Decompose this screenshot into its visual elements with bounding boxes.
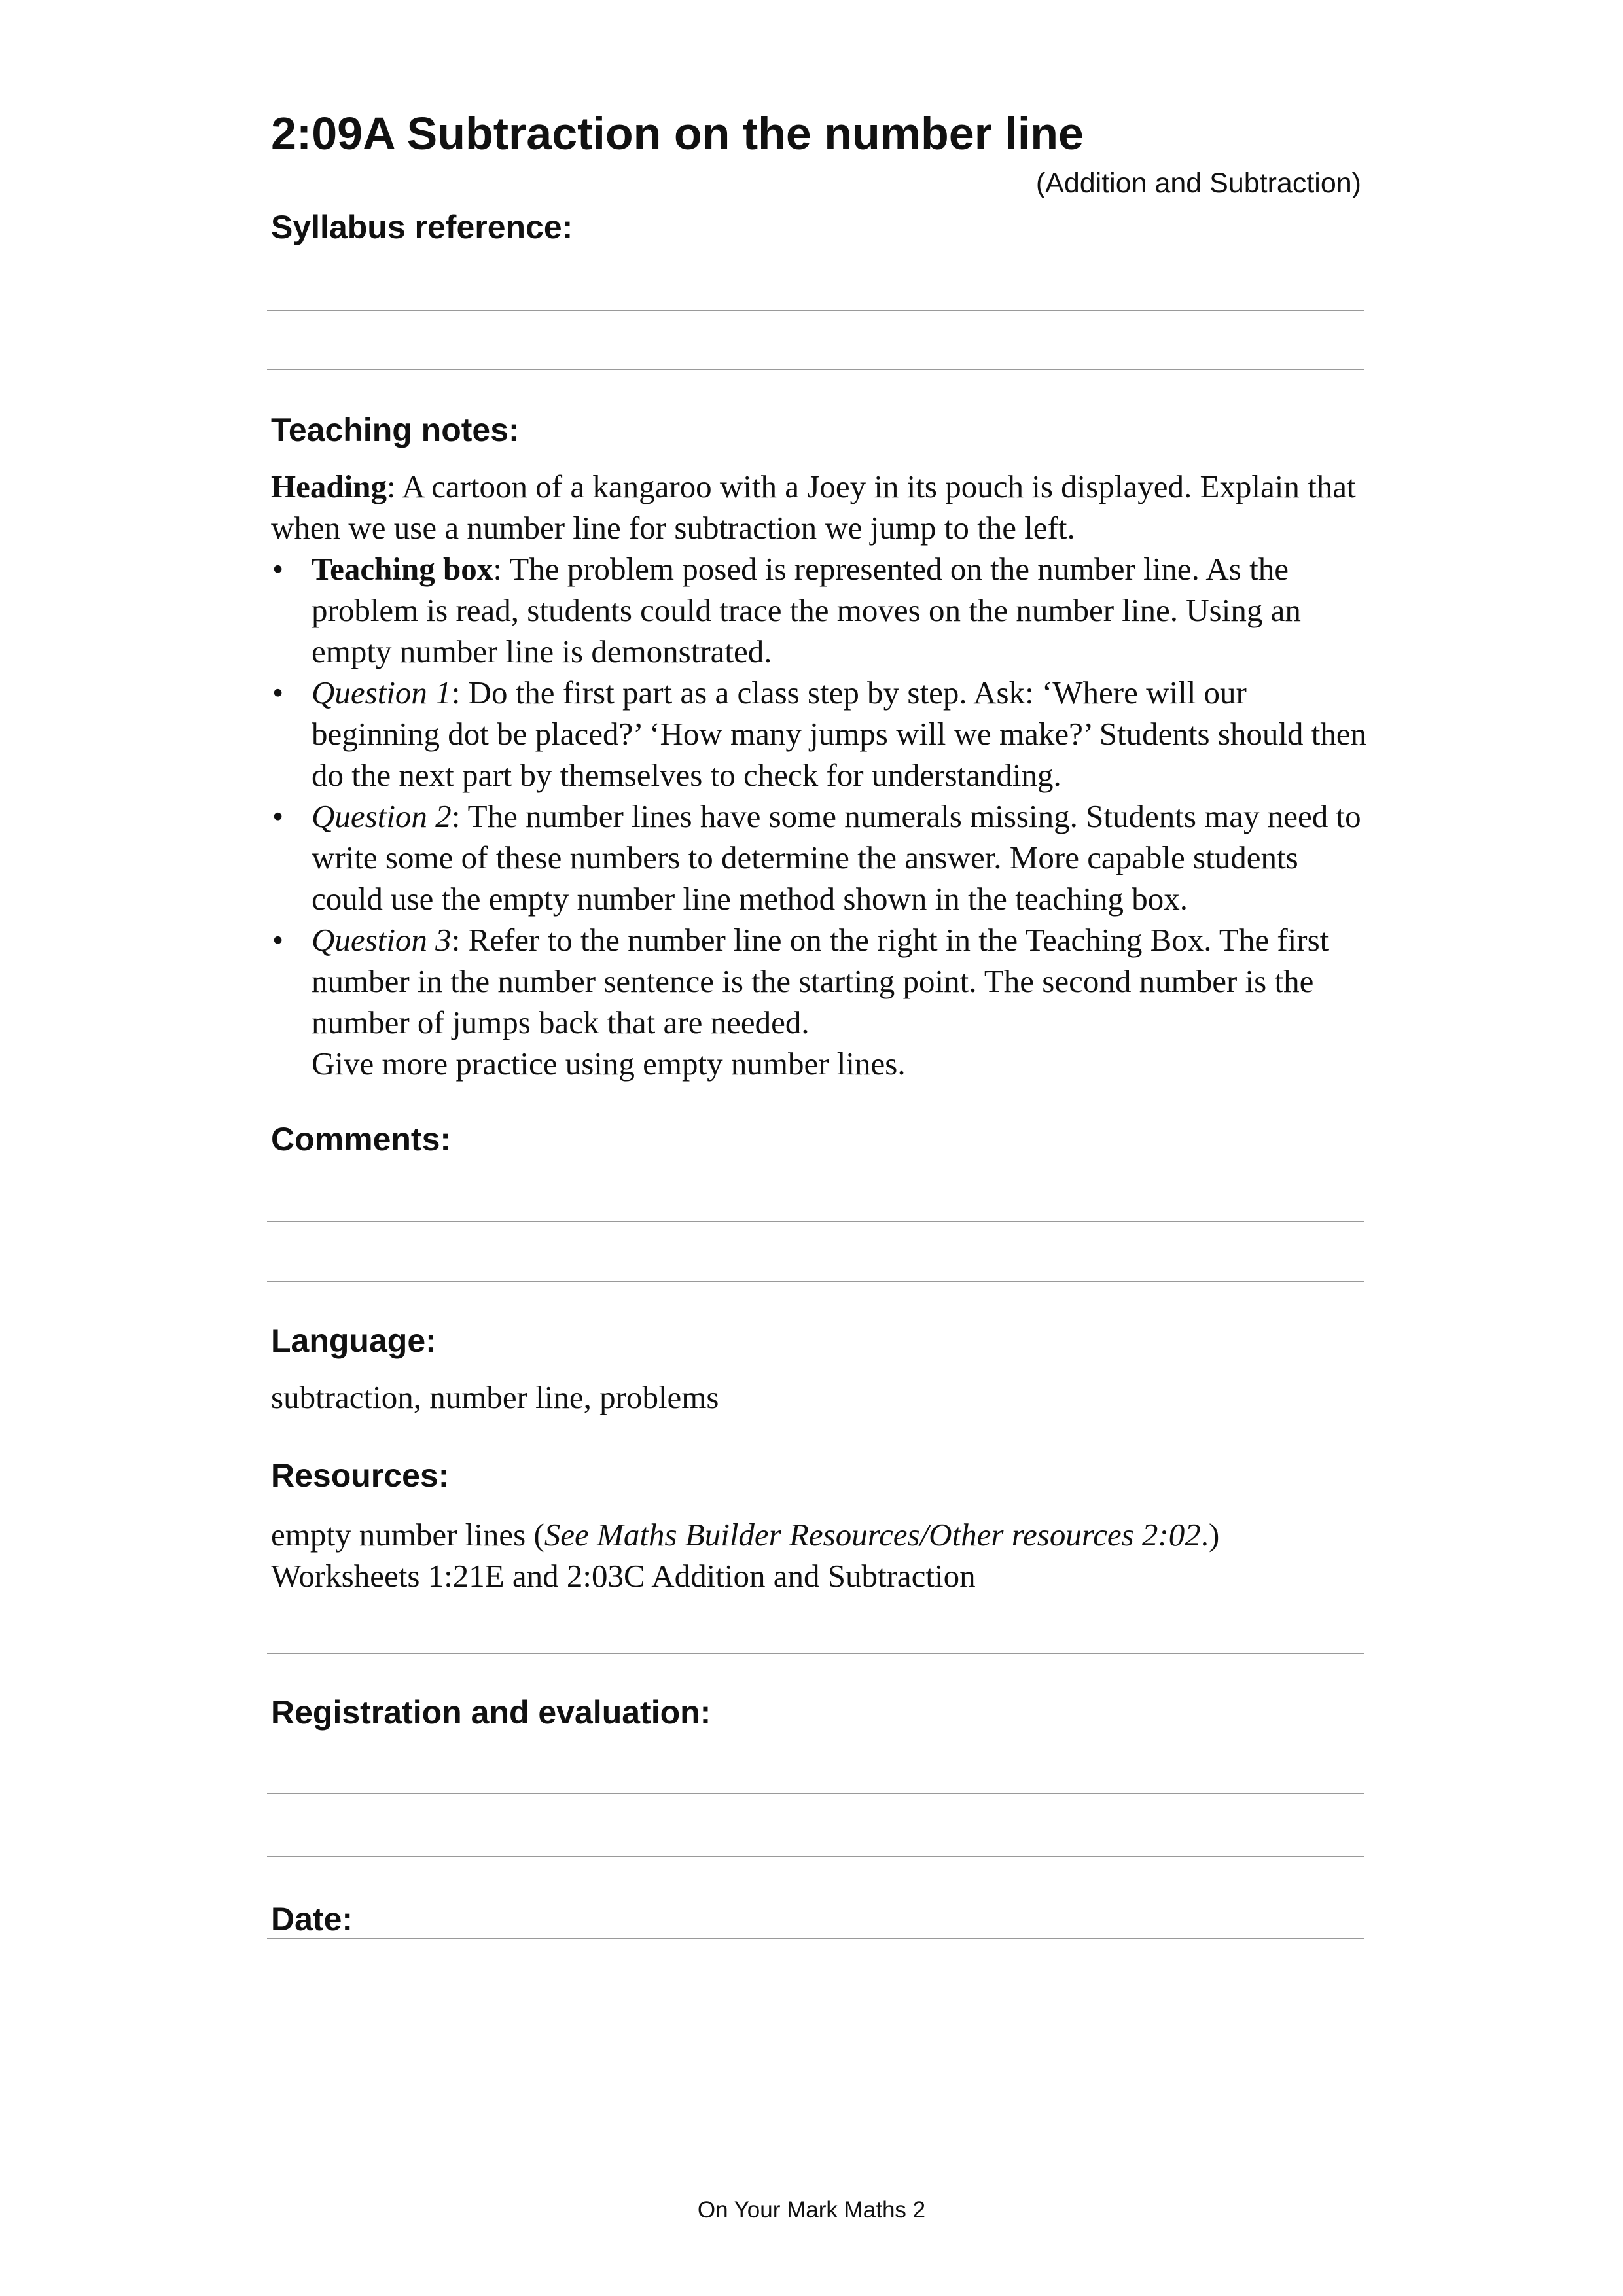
list-item	[271, 672, 1370, 796]
resources-line1-italic: See Maths Builder Resources/Other resources 2:02	[544, 1517, 1201, 1553]
resources-line1-pre: empty number lines (	[271, 1517, 544, 1553]
language-heading: Language:	[271, 1322, 437, 1359]
language-text: subtraction, number line, problems	[271, 1379, 719, 1415]
bullet-icon: •	[272, 551, 284, 587]
bullet-text: : Do the first part as a class step by step. Ask: ‘Where will our beginning dot be placed?’ ‘How many jumps will we make?’ Students should then do the next part by themselves to check for understanding.	[312, 675, 1367, 793]
resources-text	[271, 1514, 1370, 1597]
syllabus-rule-2	[267, 369, 1364, 370]
resources-heading: Resources:	[271, 1457, 450, 1494]
date-heading: Date:	[271, 1901, 353, 1937]
bullet-extra: Give more practice using empty number lines.	[312, 1046, 906, 1082]
date-rule	[267, 1938, 1364, 1939]
bullet-lead: Question 1	[312, 675, 452, 711]
bullet-icon: •	[272, 922, 284, 958]
registration-rule-2	[267, 1856, 1364, 1857]
list-item	[271, 548, 1370, 672]
list-item	[271, 796, 1370, 919]
bullet-icon: •	[272, 675, 284, 711]
bullet-lead: Teaching box	[312, 551, 493, 587]
intro-text: : A cartoon of a kangaroo with a Joey in its pouch is displayed. Explain that when we use a number line for subtraction we jump to the left.	[271, 468, 1356, 546]
bullet-text: : Refer to the number line on the right in the Teaching Box. The first number in the number sentence is the starting point. The second number is the number of jumps back that are needed.	[312, 922, 1329, 1040]
resources-line2: Worksheets 1:21E and 2:03C Addition and Subtraction	[271, 1558, 976, 1594]
bullet-text: : The number lines have some numerals missing. Students may need to write some of these numbers to determine the answer. More capable students could use the empty number line method shown in the teaching box.	[312, 798, 1361, 917]
page-title: 2:09A Subtraction on the number line	[271, 108, 1084, 159]
intro-lead: Heading	[271, 468, 387, 504]
page-subtitle: (Addition and Subtraction)	[1035, 168, 1361, 199]
resources-line1-post: .)	[1200, 1517, 1220, 1553]
bullet-lead: Question 2	[312, 798, 452, 834]
registration-rule-1	[267, 1793, 1364, 1794]
syllabus-heading: Syllabus reference:	[271, 209, 573, 245]
bullet-icon: •	[272, 798, 284, 834]
teaching-notes-list	[271, 548, 1370, 1084]
bullet-lead: Question 3	[312, 922, 452, 958]
page-footer: On Your Mark Maths 2	[697, 2197, 926, 2223]
comments-rule-2	[267, 1281, 1364, 1282]
teaching-notes-intro	[271, 466, 1370, 548]
bullet-text: : The problem posed is represented on the number line. As the problem is read, students could trace the moves on the number line. Using an empty number line is demonstrated.	[312, 551, 1301, 669]
comments-rule-1	[267, 1221, 1364, 1222]
resources-rule	[267, 1653, 1364, 1654]
comments-heading: Comments:	[271, 1121, 452, 1157]
list-item	[271, 919, 1370, 1084]
teaching-notes-heading: Teaching notes:	[271, 412, 520, 448]
syllabus-rule-1	[267, 310, 1364, 311]
registration-heading: Registration and evaluation:	[271, 1694, 711, 1731]
